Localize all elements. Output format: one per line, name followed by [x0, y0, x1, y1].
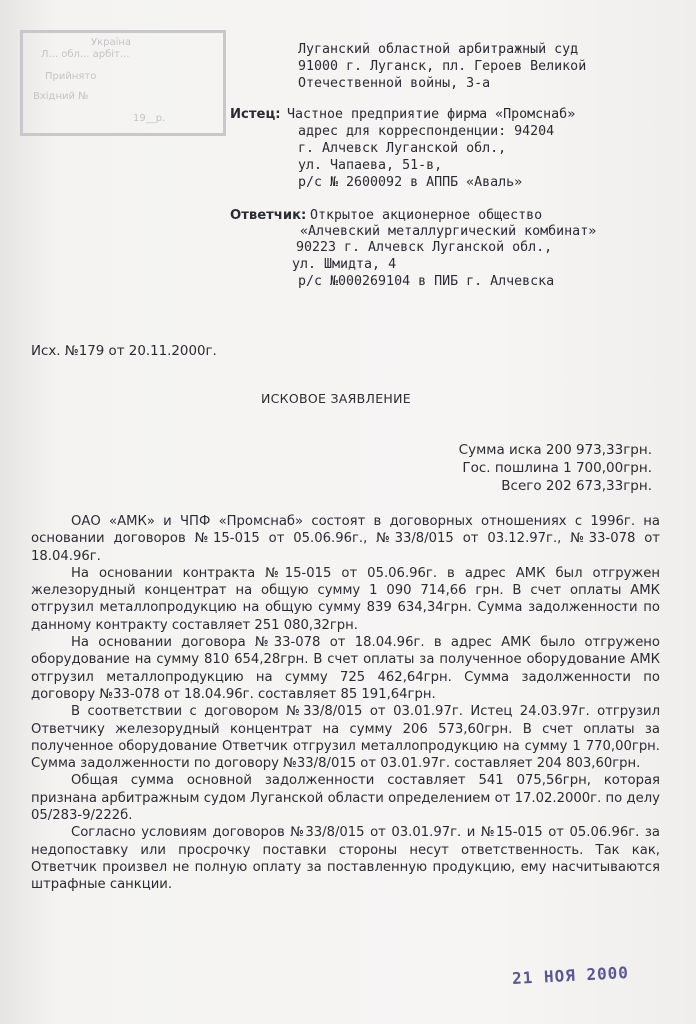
claim-amount: Сумма иска 200 973,33грн.: [458, 442, 652, 458]
paragraph: В соответствии с договором №33/8/015 от 03.01.97г. Истец 24.03.97г. отгрузил Ответчику железорудный концентрат на сумму 206 573,60грн. В счет оплаты за полученное оборудование Ответчик отгрузил металлопродукцию на сумму 1 770,00грн. Сумма задолженности по договору №33/8/015 от 03.01.97г. составляет 204 803,60грн.: [31, 704, 660, 772]
stamp-text: Україна: [91, 37, 132, 48]
plaintiff-address-line: г. Алчевск Луганской обл.,: [298, 141, 507, 156]
defendant-name: Открытое акционерное общество: [310, 208, 543, 223]
date-received-stamp: 21 НОЯ 2000: [511, 962, 630, 989]
court-address-line: Отечественной войны, 3-а: [298, 76, 491, 91]
court-name: Луганский областной арбитражный суд: [298, 42, 579, 57]
paragraph: На основании контракта №15-015 от 05.06.96г. в адрес АМК был отгружен железорудный концентрат на общую сумму 1 090 714,66 грн. В счет оплаты АМК отгрузил металлопродукцию на общую сумму 839 634,34грн. Сумма задолженности по данному контракту составляет 251 080,32грн.: [31, 565, 660, 633]
paragraph: Согласно условиям договоров №33/8/015 от 03.01.97г. и №15-015 от 05.06.96г. за недопоставку или просрочку поставки стороны несут ответственность. Так как, Ответчик произвел не полную оплату за поставленную продукцию, ему насчитываются штрафные санкции.: [31, 825, 660, 893]
plaintiff-label: Истец:: [230, 107, 281, 122]
claim-total: Всего 202 673,33грн.: [501, 478, 652, 494]
paragraph: Общая сумма основной задолженности составляет 541 075,56грн, которая признана арбитражным судом Луганской области определением от 17.02.2000г. по делу 05/283-9/222б.: [31, 773, 660, 824]
claim-body: [31, 513, 660, 894]
stamp-text: Вхідний №: [33, 91, 89, 102]
court-fee: Гос. пошлина 1 700,00грн.: [462, 460, 652, 476]
plaintiff-address-line: адрес для корреспонденции: 94204: [298, 124, 555, 139]
stamp-text: Прийнято: [45, 71, 97, 82]
document-title: ИСКОВОЕ ЗАЯВЛЕНИЕ: [261, 391, 411, 406]
defendant-name-line: «Алчевский металлургический комбинат»: [300, 224, 597, 239]
court-address-line: 91000 г. Луганск, пл. Героев Великой: [298, 59, 587, 74]
plaintiff-address-line: ул. Чапаева, 51-в,: [298, 158, 443, 173]
stamp-text: 19__р.: [133, 113, 166, 124]
defendant-bank-account: р/с №000269104 в ПИБ г. Алчевска: [298, 274, 555, 289]
paragraph: На основании договора №33-078 от 18.04.96г. в адрес АМК было отгружено оборудование на сумму 810 654,28грн. В счет оплаты за полученное оборудование АМК отгрузил металлопродукцию на сумму 725 462,64грн. Сумма задолженности по договору №33-078 от 18.04.96г. составляет 85 191,64грн.: [31, 635, 660, 702]
plaintiff-name: Частное предприятие фирма «Промснаб»: [287, 107, 576, 122]
defendant-label: Ответчик:: [230, 208, 307, 223]
plaintiff-bank-account: р/с № 2600092 в АППБ «Аваль»: [298, 175, 523, 190]
stamp-text: Л... обл... арбіт...: [41, 49, 130, 60]
defendant-address-line: ул. Шмидта, 4: [292, 257, 397, 272]
registration-stamp: [20, 30, 226, 136]
outgoing-number: Исх. №179 от 20.11.2000г.: [31, 344, 217, 359]
defendant-address-line: 90223 г. Алчевск Луганской обл.,: [296, 240, 553, 255]
paragraph: ОАО «АМК» и ЧПФ «Промснаб» состоят в договорных отношениях с 1996г. на основании договоров №15-015 от 05.06.96г., №33/8/015 от 03.12.97г., №33-078 от 18.04.96г.: [31, 514, 660, 564]
